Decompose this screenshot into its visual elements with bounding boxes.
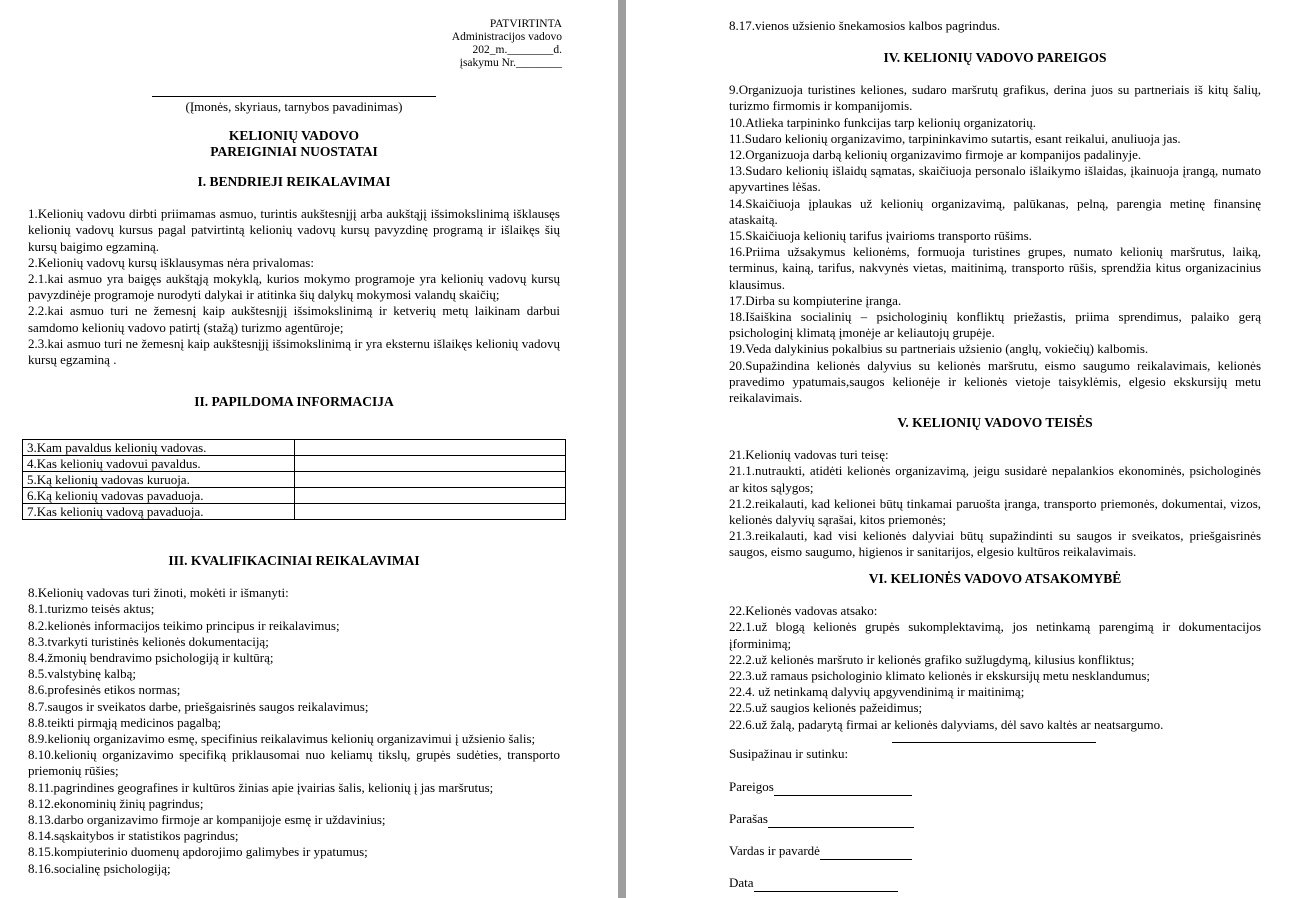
list-item: 22.Kelionės vadovas atsako: [729, 603, 878, 619]
approval-block [440, 18, 562, 70]
table-cell: 5.Ką kelionių vadovas kuruoja. [23, 472, 295, 488]
list-item: 10.Atlieka tarpininko funkcijas tarp kelionių organizatorių. [729, 114, 1036, 130]
document-title [28, 128, 560, 160]
table-cell: 4.Kas kelionių vadovui pavaldus. [23, 456, 295, 472]
position-field[interactable] [774, 779, 912, 796]
list-item: 22.4. už netinkamą dalyvių apgyvendinimą ir maitinimą; [729, 684, 1025, 700]
section-heading: III. KVALIFIKACINIAI REIKALAVIMAI [168, 553, 420, 568]
table-row [23, 440, 566, 456]
list-item: 12.Organizuoja darbą kelionių organizavimo firmoje ar kompanijos padalinyje. [729, 147, 1142, 163]
list-item: 21.3.reikalauti, kad visi kelionės dalyviai būtų supažindinti su saugos ir sveikatos, priešgaisrinės saugos, eismo saugumo, higienos ir sanitarijos, elgesio kultūros reikalavimais. [729, 528, 1261, 560]
list-item: 8.9.kelionių organizavimo esmę, specifinius reikalavimus kelionių organizavimui į užsienio šalis; [28, 731, 536, 747]
paragraph: 2.3.kai asmuo turi ne žemesnį kaip aukštesnįjį išsimokslinimą ir yra eksternu išlaikęs kelionių vadovų kursų egzaminą . [28, 335, 560, 368]
list-item: 8.15.kompiuterinio duomenų apdorojimo galimybes ir ypatumus; [28, 844, 368, 860]
paragraph: 1.Kelionių vadovu dirbti priimamas asmuo, turintis aukštesnįjį arba aukštąjį išsimokslinimą išklausęs kelionių vadovų kursus pagal patvirtintą kelionių vadovų kursų pavyzdinę programą ir išlaikęs šių kursų baigimo egzaminą. [28, 206, 560, 254]
table-row [23, 488, 566, 504]
list-item: 8.4.žmonių bendravimo psichologiją ir kultūrą; [28, 650, 274, 666]
list-item: 15.Skaičiuoja kelionių tarifus įvairioms transporto rūšims. [729, 228, 1032, 244]
position-label: Pareigos [729, 779, 774, 794]
list-item: 21.Kelionių vadovas turi teisę: [729, 447, 889, 463]
list-item: 8.7.saugos ir sveikatos darbe, priešgaisrinės saugos reikalavimus; [28, 698, 369, 714]
list-item: 14.Skaičiuoja įplaukas už kelionių organizavimą, palūkanas, pelną, parengia metinę finansinę ataskaitą. [729, 195, 1261, 227]
list-item: 20.Supažindina kelionės dalyvius su kelionės maršrutu, eismo saugumo reikalavimais, kelionės pravedimo ypatumais,saugos kelionėje ir kelionės vietoje taisyklėmis, elgesio ekskursijų metu reikalavimais. [729, 357, 1261, 406]
paragraph: 2.2.kai asmuo turi ne žemesnį kaip aukštesnįjį išsimokslinimą ir ketverių metų laikinam darbui samdomo kelionių vadovo patirtį (stažą) turizmo agentūroje; [28, 303, 560, 335]
list-item: 19.Veda dalykinius pokalbius su partneriais užsienio (anglų, vokiečių) kalbomis. [729, 341, 1149, 357]
table-cell-empty[interactable] [295, 488, 566, 504]
section-responsibility [729, 571, 1261, 733]
paragraph: 2.Kelionių vadovų kursų išklausymas nėra privalomas: [28, 254, 314, 270]
list-item: 8.11.pagrindines geografines ir kultūros žinias apie įvairias šalis, kelionių į jas maršrutus; [28, 779, 494, 795]
signature-field[interactable] [768, 811, 914, 828]
document-page-right [626, 0, 1301, 898]
list-item: 8.1.turizmo teisės aktus; [28, 601, 155, 617]
section-heading: I. BENDRIEJI REIKALAVIMAI [197, 174, 391, 189]
table-row [23, 504, 566, 520]
list-item: 8.17.vienos užsienio šnekamosios kalbos pagrindus. [729, 18, 1001, 33]
list-item: 11.Sudaro kelionių organizavimo, tarpininkavimo sutartis, esant reikalui, anuliuoja jas. [729, 130, 1181, 146]
table-cell-empty[interactable] [295, 472, 566, 488]
acknowledge-text: Susipažinau ir sutinku: [729, 746, 849, 761]
list-item: 8.12.ekonominių žinių pagrindus; [28, 795, 204, 811]
page-divider [618, 0, 626, 898]
list-item: 8.13.darbo organizavimo firmoje ar kompanijoje esmę ir uždavinius; [28, 812, 386, 828]
list-item: 8.16.socialinę psichologiją; [28, 860, 171, 876]
table-cell-empty[interactable] [295, 504, 566, 520]
list-item: 22.5.už saugios kelionės pažeidimus; [729, 700, 923, 716]
list-item: 17.Dirba su kompiuterine įranga. [729, 292, 902, 308]
table-cell: 7.Kas kelionių vadovą pavaduoja. [23, 504, 295, 520]
signature-separator-line [892, 742, 1096, 743]
list-item: 9.Organizuoja turistines keliones, sudaro maršrutų grafikus, derina juos su partneriais iš kitų šalių, turizmo firmomis ir kompanijomis. [729, 82, 1261, 114]
date-label: Data [729, 875, 754, 890]
section-heading: IV. KELIONIŲ VADOVO PAREIGOS [883, 50, 1107, 65]
list-item: 21.2.reikalauti, kad kelionei būtų tinkamai paruošta įranga, transporto priemonės, dokumentai, vizos, kelionės dalyvių sąrašai, kitos priemonės; [729, 495, 1261, 528]
title-line: KELIONIŲ VADOVO [228, 128, 360, 143]
section-heading: V. KELIONIŲ VADOVO TEISĖS [897, 415, 1093, 430]
list-item: 22.1.už blogą kelionės grupės sukomplektavimą, jos netinkamą parengimą ir dokumentacijos įforminimą; [729, 619, 1261, 651]
approval-line: 202_m.________d. [472, 44, 562, 56]
list-item: 8.10.kelionių organizavimo specifiką priklausomai nuo keliamų tikslų, grupės sudėties, transporto priemonių rūšies; [28, 747, 560, 779]
table-cell-empty[interactable] [295, 456, 566, 472]
list-item: 8.2.kelionės informacijos teikimo principus ir reikalavimus; [28, 617, 340, 633]
company-name-caption: (Įmonės, skyriaus, tarnybos pavadinimas) [152, 96, 436, 115]
date-field[interactable] [754, 875, 898, 892]
section-rights [729, 415, 1261, 561]
name-signature-row [729, 843, 912, 860]
approval-line: PATVIRTINTA [489, 18, 562, 30]
section-general-requirements [28, 174, 560, 368]
title-line: PAREIGINIAI NUOSTATAI [210, 144, 378, 159]
signature-label: Parašas [729, 811, 768, 826]
list-item: 8.8.teikti pirmąją medicinos pagalbą; [28, 714, 222, 730]
table-row [23, 456, 566, 472]
approval-line: įsakymu Nr.________ [459, 57, 562, 69]
paragraph: 2.1.kai asmuo yra baigęs aukštąją mokyklą, kurios mokymo programoje yra kelionių vadovų kursų pavyzdinėje programoje nurodyti dalykai ir atitinka šių dalykų mokymosi valandų skaičių; [28, 271, 560, 303]
list-item: 8.5.valstybinę kalbą; [28, 666, 136, 682]
list-item: 8.3.tvarkyti turistinės kelionės dokumentaciją; [28, 633, 269, 649]
list-item: 21.1.nutraukti, atidėti kelionės organizavimą, jeigu susidarė nepalankios ekonominės, psichologinės ar kitos sąlygos; [729, 463, 1261, 495]
name-field[interactable] [820, 843, 912, 860]
list-item: 22.6.už žalą, padarytą firmai ar kelionės dalyviams, dėl savo kaltės ar neatsargumo. [729, 716, 1164, 732]
table-row [23, 472, 566, 488]
list-item: 8.Kelionių vadovas turi žinoti, mokėti ir išmanyti: [28, 585, 289, 601]
table-cell-empty[interactable] [295, 440, 566, 456]
name-label: Vardas ir pavardė [729, 843, 820, 858]
date-signature-row [729, 875, 898, 892]
list-item: 22.3.už ramaus psichologinio klimato kelionės ir ekskursijų metu nesklandumus; [729, 668, 1150, 684]
table-cell: 3.Kam pavaldus kelionių vadovas. [23, 440, 295, 456]
list-item: 8.6.profesinės etikos normas; [28, 682, 181, 698]
list-item: 18.Išaiškina socialinių – psichologinių konfliktų priežastis, priima sprendimus, palaiko gerą psichologinį klimatą įmonėje ar keliautojų grupėje. [729, 309, 1261, 341]
signature-row [729, 811, 914, 828]
approval-line: Administracijos vadovo [451, 31, 562, 43]
section-duties [729, 50, 1261, 406]
table-cell: 6.Ką kelionių vadovas pavaduoja. [23, 488, 295, 504]
section-additional-info [28, 394, 560, 410]
list-item: 22.2.už kelionės maršruto ir kelionės grafiko sužlugdymą, kilusius konfliktus; [729, 651, 1135, 667]
section-qualification-requirements [28, 553, 560, 877]
document-page-left [0, 0, 618, 898]
list-item: 16.Priima užsakymus kelionėms, formuoja turistines grupes, numato kelionių maršrutus, laiką, terminus, kainą, tarifus, nakvynės vietas, maitinimą, transporto rūšis, sprendžia kitus organizacinius klausimus. [729, 244, 1261, 292]
list-item: 13.Sudaro kelionių išlaidų sąmatas, skaičiuoja personalo išlaikymo išlaidas, įkainuoja įrangą, numato apyvartines lėšas. [729, 163, 1261, 195]
section-heading: VI. KELIONĖS VADOVO ATSAKOMYBĖ [868, 571, 1122, 586]
list-item: 8.14.sąskaitybos ir statistikos pagrindus; [28, 828, 239, 844]
position-signature-row [729, 779, 912, 796]
section-heading: II. PAPILDOMA INFORMACIJA [194, 394, 394, 409]
continuation-block [729, 18, 1261, 34]
info-table [22, 439, 566, 520]
